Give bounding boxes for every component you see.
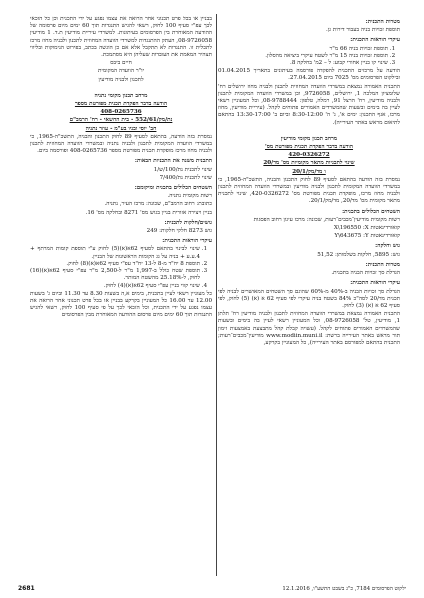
section-heading: גוש וחלקה: <box>375 243 400 250</box>
numbered-list <box>30 246 200 289</box>
paragraph: התכנית האמורה נמצאת במשרדי הוועדה המחוזית לתכנון ולבניה מודיעין רח' תלתן 1, מודיעין, טל' 08-9726058, וכל המעוניין רשאי לעיין בה בימים ובשעות שהמשרדים האמורים פתוחים לקהל. (עשויה קבלת קהל מתבצעת באמצעות זימון תור מראש באתר העירייה ברשת: www.modiin.muni.il מודיעין־מכבים־רעות; התכנית בהתאם למפורסם באתר העירייה), כל המעוניין בקרקע, <box>218 311 400 346</box>
paragraph: בבניין או בכל פרט תכנוני אחר הרואה את עצמו נפגע על ידי התכנית וכן כל הזכאי לכך עפ"י סעיף 100 לחוק, רשאי להגיש התנגדות תוך 60 ימים מיום פרסומה של ההודעה המאוחרת בין הפרסומים בעיתונות. למשרדי עיריית מודיעין ת.ד. 1 מודיעין 08-9726058, העתק ההתנגדות למשרדי הוועדה המחוזית לתכנון ולבניה מחוז מרכז לתכלית זו. התנגדות לא תתקבל אלא אם כן הוגשה בכתב, בפירוט הנימוקות ובליווי תצהיר המאמת את העובדות שעליהן היא מסתמכת. <box>30 16 212 59</box>
notice-title: הודעה בדבר הפקדת תכנית מפורטת מספר <box>74 101 168 108</box>
numbered-list <box>218 46 388 68</box>
right-column <box>218 16 400 576</box>
list-item: 3. תוספת שטח כולל ב-1,997 מ"ר ל-2,500 מ"ר עפ"י סעיף 62א(א)(16) לחוק, ל-25.18% מהשטח המותר. <box>30 268 200 282</box>
notice-title: מרחב תכנון מקומי נתניה <box>94 92 148 99</box>
paragraph: קואורדינאטות Y\643675 :Y <box>334 233 400 240</box>
left-column <box>30 16 212 576</box>
section-heading: מטרות התכנית: <box>365 19 400 25</box>
plan-number: 420-0326272 <box>288 152 330 159</box>
notice-title: הודעה בדבר הפקדת תכנית מפורטת מס' <box>264 144 354 151</box>
list-item: 1. שינוי לבינוי בהתאם לסעיף 62א(א)(5) לחוק ע"י תוספת קומות המרתף + 4.ע.ע + בניה על גג הקומות הראשונות של הבניין. <box>30 246 200 260</box>
notice-title: מרחב תכנון מקומי מודיעין <box>280 135 338 142</box>
list-item: 2. תוספת 8 יח"ד מ-8 ל-13 יח"ד עפ"י סעיף 62א(א)(8) לחוק. <box>30 261 200 268</box>
page-footer <box>18 585 406 595</box>
notice-title: שינוי לתכניות מתאר מקומיות מס' מד/20 <box>263 160 355 167</box>
paragraph: התכנית האמורה נמצאת במשרדי הוועדה המחוזית לתכנון ולבניה מחוז ירושלים רח' שלומציון המלכה 1, ירושלים, 9726058, וכן במשרדי הוועדה המקומית לתכנון ולבניה מודיעין, רח' הרצל 91, רמלה, טלפון: 08-9788444, וכל המעוניין רשאי לעיין בה בימים ובשעות שהמשרדים האמורים פתוחים לקהל. (עיריית מודיעין, מחוז מרכז, אגף התכנון: ימים א', ג' ה' 8:30-12:00 וביום ב' 13:30-17:00 בהתאם לתיאום מראש באתר העירייה). <box>218 83 400 126</box>
paragraph: גוש 8273 חלקי חלקות: 249 <box>146 228 212 235</box>
paragraph: נמסרת בזה הודעה בהתאם לסעיף 89 לחוק התכנון והבניה, התשכ"ה-1965, כי במשרדי הוועדה המקומית לתכנון ולבניה מודיעין ובמשרדי הוועדה המחוזית לתכנון ולבניה מחוז מרכז, מופקדת תכנית מפורטת מס' 420-0326272, שינוי לתכנית מתאר מקומית מס' מד/20, מד/מק/20/1. <box>218 176 400 205</box>
plan-number: 408-0265736 <box>100 109 142 116</box>
paragraph: רשות מקומית נתניה. <box>167 193 212 200</box>
publication-line: ילקוט הפרסומים 7184, כ"ג בשבט התשע"ו, 12.1.2016 <box>282 586 406 592</box>
notice-title: ו מד/מק/20/1 <box>292 168 326 175</box>
paragraph: גוש: 5895, חלקות בשלמותן: 51,52 <box>317 251 400 258</box>
section-heading: השטחים הכלולים בתכנית: <box>342 208 400 215</box>
signature-title: יו"ר הוועדה המקומית <box>97 68 145 75</box>
page-number: 2681 <box>18 585 35 592</box>
paragraph: הגדלת סך זכויות הבניה בתכנית. <box>331 270 400 277</box>
section-heading: השטחים הכלולים בתכנית ומיקומם: <box>134 185 212 192</box>
section-heading: התכנית משנה את התכניות הבאות: <box>134 158 212 165</box>
list-item: 2. תוספת זכויות בניה 15 מ"ר לשטח עיקרי ביציאה מהסלון. <box>218 53 388 60</box>
paragraph: קואורדינאטות X\196550 :X <box>333 225 400 232</box>
section-heading: מטרות התכנית: <box>365 261 400 268</box>
list-item: 3. שינוי קו בניין אחורי קבוע: ל – 2מ' בחלקה 8. <box>218 60 388 67</box>
section-heading: עיקרי הוראות התכנית: <box>350 37 400 44</box>
paragraph: הגדלת סך זכויות הבניה ב-40% מ-60% שהוגם סך השטחים המאושרים לבניה לפי תכנית מד/20 לסה"כ 84% בשטח בניה עיקרי לפי סעיף 62 א (א) (5) לחוק, לפי סעיף 62 א (א) (3) לחוק. <box>218 288 400 309</box>
column-divider <box>216 14 217 576</box>
paragraph: נמסרת בזה הודעה, בהתאם לסעיף 89 לחוק התכנון והבניה, התשכ"ה-1965, כי במשרדי הוועדה המקומית לתכנון ולבניה נתניה ובמשרדי הוועדה המחוזית לתכנון ולבניה מחוז מרכז מופקדת תכנית מפורטת מספר 408-0265736 ופורסמה ביום. <box>30 133 212 155</box>
list-item: 4. שינוי קווי בניין עפ"י סעיף 62א(א)(4) לחוק. <box>30 283 200 290</box>
notice-title: נת/מק/552/61 - בית החשאי - רח' הרמב"ם <box>69 117 173 124</box>
notice-title: חב' יוסי ובניו בע"מ - עוזר נתניה <box>85 125 157 132</box>
section-heading: גושים/חלקות לתכנית: <box>164 219 212 226</box>
paragraph: כתובת: רחוב הרמב"ם, שכונה: מרכז העיר, נתניה. <box>104 201 212 208</box>
paragraph: בניין ויצירה אזורית בניין בגוש מס' 8271 ובחלקה מס' 16. <box>85 209 212 216</box>
signature-title: לתכנון ולבניה מודיעין <box>98 76 144 83</box>
paragraph: שינוי לתכנית נת/100/ש/1 <box>153 166 212 173</box>
paragraph: תוספת זכויות בניה בעבור דירות גן. <box>325 27 400 34</box>
section-heading: עיקרי הוראות התכנית: <box>350 280 400 287</box>
paragraph: הודעה על מרכזים התכנית להפקדה פורסמה בעיתונים בתאריך 01.04.2015 ובילקוט הפרסומים מס' 7025 ביום 27.04.2015. <box>218 68 400 82</box>
signature-name: חיים ביבס <box>110 60 132 67</box>
list-item: 1. תוספת זכויות בניה 66 מ"ר <box>218 46 388 53</box>
paragraph: שינוי לתכנית נת/7/400 <box>159 174 212 181</box>
paragraph: כל מעוניין רשאי לעיין בתכנית, בימים א,ה בשעות 8.30 עד 11.30 וביום ג' בשעות 12.00 עד 16.00 כל המעוניין בקרקע בבניין או בכל פרט תכנוני אחר הרואה את עצמו נפגע על ידי התכנית, וכל הזכאי לכך על פי סעיף 100 לחוק, רשאי להגיש התנגדות תוך 60 ימים מיום פרסום ההודעה המאוחרת מבין הפרסומים <box>30 290 212 319</box>
section-heading: עיקרי הוראות התכנית: <box>162 238 212 245</box>
paragraph: רשות מקומית מודיעין־מכבים־רעות, שכונה: מרכז עיגון רחוב הפסגות <box>253 216 400 223</box>
